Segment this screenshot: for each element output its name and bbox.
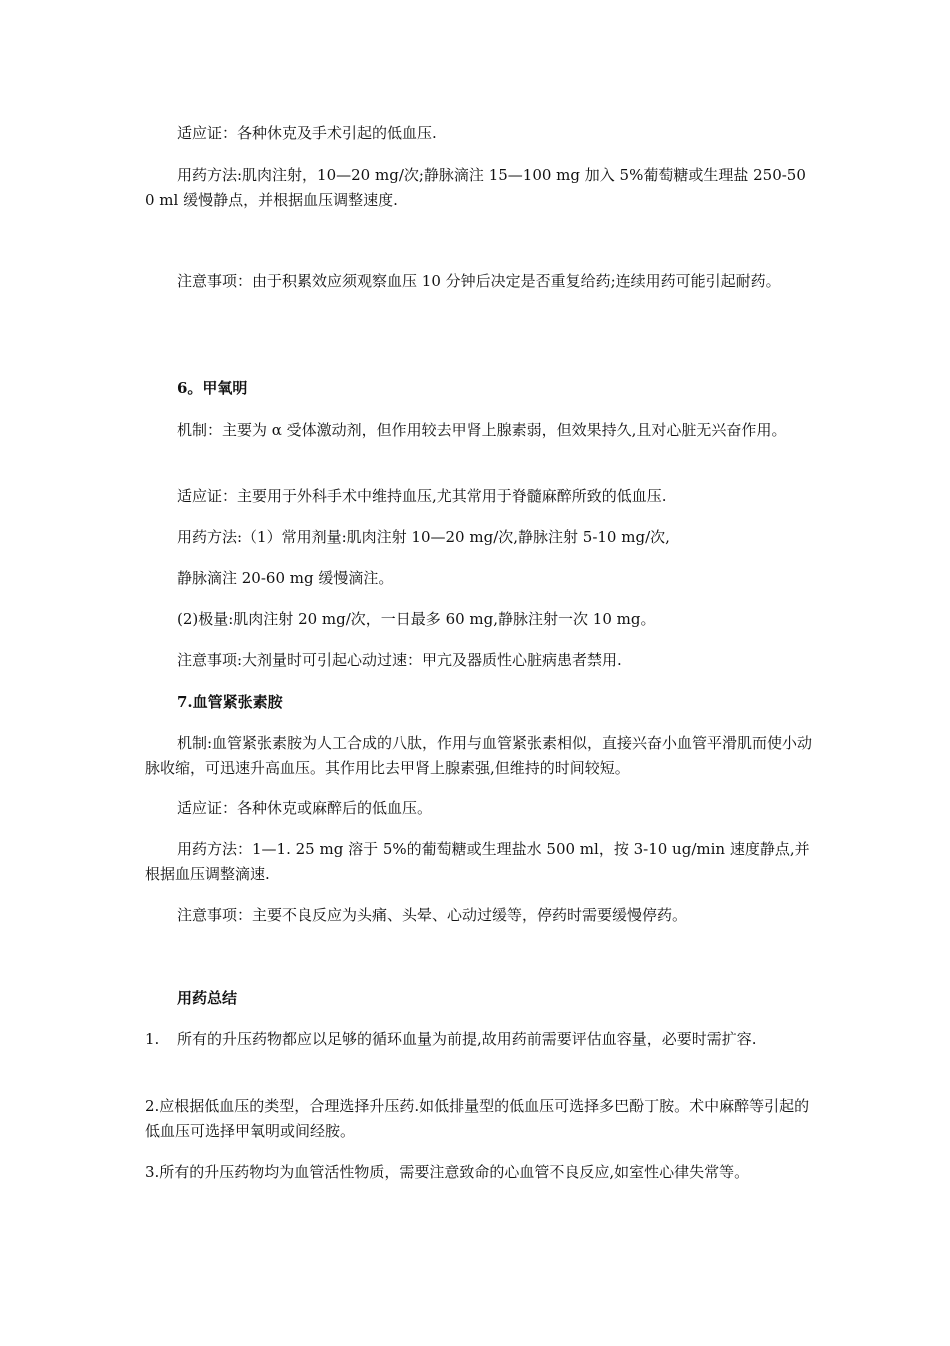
paragraph-precautions: 注意事项：由于积累效应须观察血压 10 分钟后决定是否重复给药;连续用药可能引起耐药。 — [177, 272, 781, 290]
summary-item-3: 3.所有的升压药物均为血管活性物质，需要注意致命的心血管不良反应,如室性心律失常等。 — [145, 1163, 750, 1181]
section-heading-angiotensinamide: 7.血管紧张素胺 — [177, 693, 283, 711]
paragraph-angiotensinamide-indication: 适应证：各种休克或麻醉后的低血压。 — [177, 799, 433, 817]
paragraph-methoxamine-dosage: 用药方法:（1）常用剂量:肌肉注射 10—20 mg/次,静脉注射 5-10 mg/次, — [177, 528, 670, 546]
paragraph-indication: 适应证：各种休克及手术引起的低血压. — [177, 124, 437, 142]
paragraph-dosage: 用药方法:肌肉注射，10—20 mg/次;静脉滴注 15—100 mg 加入 5%葡萄糖或生理盐 250-500 ml 缓慢静点，并根据血压调整速度. — [145, 166, 806, 209]
summary-item-1-text: 所有的升压药物都应以足够的循环血量为前提,故用药前需要评估血容量，必要时需扩容. — [177, 1030, 757, 1048]
paragraph-methoxamine-indication: 适应证：主要用于外科手术中维持血压,尤其常用于脊髓麻醉所致的低血压. — [177, 487, 667, 505]
paragraph-angiotensinamide-dosage: 用药方法：1—1. 25 mg 溶于 5%的葡萄糖或生理盐水 500 ml，按 3-10 ug/min 速度静点,并根据血压调整滴速. — [145, 840, 810, 883]
paragraph-methoxamine-precautions: 注意事项:大剂量时可引起心动过速：甲亢及器质性心脏病患者禁用. — [177, 651, 622, 669]
summary-item-2: 2.应根据低血压的类型，合理选择升压药.如低排量型的低血压可选择多巴酚丁胺。术中麻醉等引起的低血压可选择甲氧明或间经胺。 — [145, 1097, 810, 1140]
paragraph-angiotensinamide-mechanism: 机制:血管紧张素胺为人工合成的八肽，作用与血管紧张素相似，直接兴奋小血管平滑肌而使小动脉收缩，可迅速升高血压。其作用比去甲肾上腺素强,但维持的时间较短。 — [145, 734, 813, 777]
paragraph-methoxamine-max-dose: (2)极量:肌肉注射 20 mg/次，一日最多 60 mg,静脉注射一次 10 mg。 — [177, 610, 656, 628]
paragraph-methoxamine-mechanism: 机制：主要为 α 受体激动剂，但作用较去甲肾上腺素弱，但效果持久,且对心脏无兴奋作用。 — [177, 421, 787, 439]
section-heading-methoxamine: 6。甲氧明 — [177, 379, 248, 397]
summary-item-1-number: 1. — [145, 1030, 160, 1048]
section-heading-summary: 用药总结 — [177, 989, 238, 1007]
paragraph-angiotensinamide-precautions: 注意事项：主要不良反应为头痛、头晕、心动过缓等，停药时需要缓慢停药。 — [177, 906, 688, 924]
summary-item-1 — [145, 1027, 815, 1052]
paragraph-methoxamine-infusion: 静脉滴注 20-60 mg 缓慢滴注。 — [177, 569, 394, 587]
